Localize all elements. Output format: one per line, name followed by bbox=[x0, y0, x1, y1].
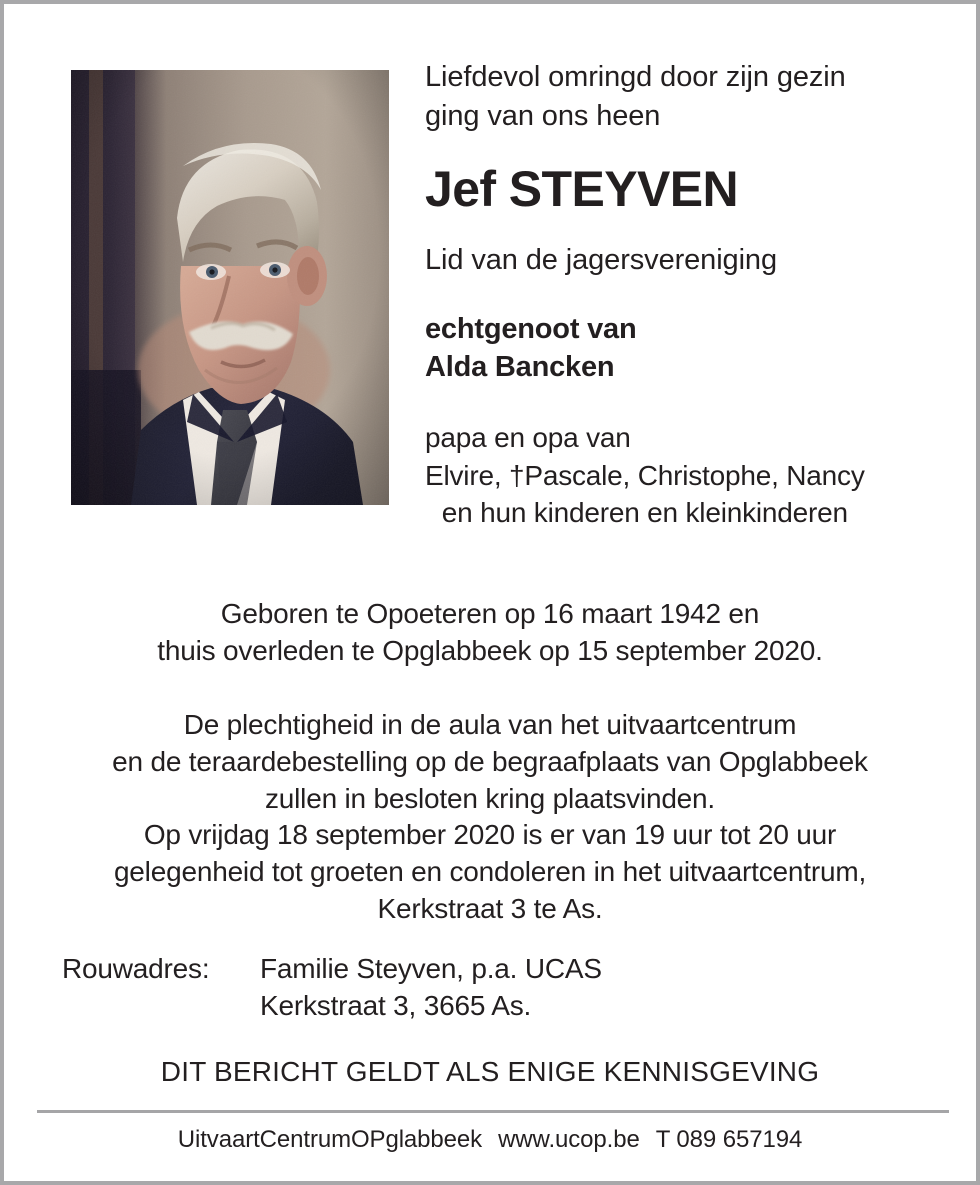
portrait-photo-image bbox=[71, 70, 389, 505]
mourning-address bbox=[62, 950, 942, 1024]
ceremony-line-2: en de teraardebestelling op de begraafplaats van Opglabbeek bbox=[112, 746, 868, 778]
birth-death-dates bbox=[4, 596, 976, 670]
header-section bbox=[4, 4, 976, 564]
children-descendants: en hun kinderen en kleinkinderen bbox=[441, 496, 848, 528]
children-intro: papa en opa van bbox=[425, 422, 631, 454]
visitation-line-3: Kerkstraat 3 te As. bbox=[377, 893, 603, 925]
children-names: Elvire, †Pascale, Christophe, Nancy bbox=[425, 459, 865, 491]
address-line-2: Kerkstraat 3, 3665 As. bbox=[260, 990, 532, 1022]
deceased-name: Jef STEYVEN bbox=[425, 161, 738, 218]
ceremony-details bbox=[4, 706, 976, 818]
intro-text bbox=[425, 58, 955, 135]
membership-text: Lid van de jagersvereniging bbox=[425, 244, 777, 277]
notice-heading-column bbox=[425, 58, 955, 531]
footer-website[interactable]: www.ucop.be bbox=[498, 1126, 640, 1153]
spouse-label: echtgenoot van bbox=[425, 312, 637, 345]
dates-line-2: thuis overleden te Opglabbeek op 15 september 2020. bbox=[157, 634, 823, 666]
visitation-details bbox=[4, 816, 976, 928]
footer-phone: T 089 657194 bbox=[655, 1126, 803, 1153]
ceremony-line-1: De plechtigheid in de aula van het uitvaartcentrum bbox=[183, 709, 797, 740]
footer bbox=[4, 1126, 976, 1154]
ceremony-line-3: zullen in besloten kring plaatsvinden. bbox=[264, 783, 716, 815]
footer-divider bbox=[37, 1110, 949, 1113]
single-notice-text: DIT BERICHT GELDT ALS ENIGE KENNISGEVING bbox=[160, 1056, 820, 1087]
visitation-line-2: gelegenheid tot groeten en condoleren in het uitvaartcentrum, bbox=[113, 856, 867, 888]
intro-line-1: Liefdevol omringd door zijn gezin bbox=[425, 61, 846, 93]
intro-line-2: ging van ons heen bbox=[425, 99, 661, 132]
mourning-address-value bbox=[260, 950, 602, 1024]
spouse-block bbox=[425, 310, 955, 387]
spouse-name: Alda Bancken bbox=[425, 351, 615, 384]
visitation-line-1: Op vrijdag 18 september 2020 is er van 19 uur tot 20 uur bbox=[143, 819, 837, 850]
portrait-photo bbox=[71, 70, 389, 505]
footer-company: UitvaartCentrumOPglabbeek bbox=[177, 1126, 483, 1153]
address-line-1: Familie Steyven, p.a. UCAS bbox=[260, 953, 602, 984]
children-block bbox=[425, 419, 865, 531]
dates-line-1: Geboren te Opoeteren op 16 maart 1942 en bbox=[220, 598, 760, 629]
mourning-address-label: Rouwadres: bbox=[62, 953, 210, 984]
